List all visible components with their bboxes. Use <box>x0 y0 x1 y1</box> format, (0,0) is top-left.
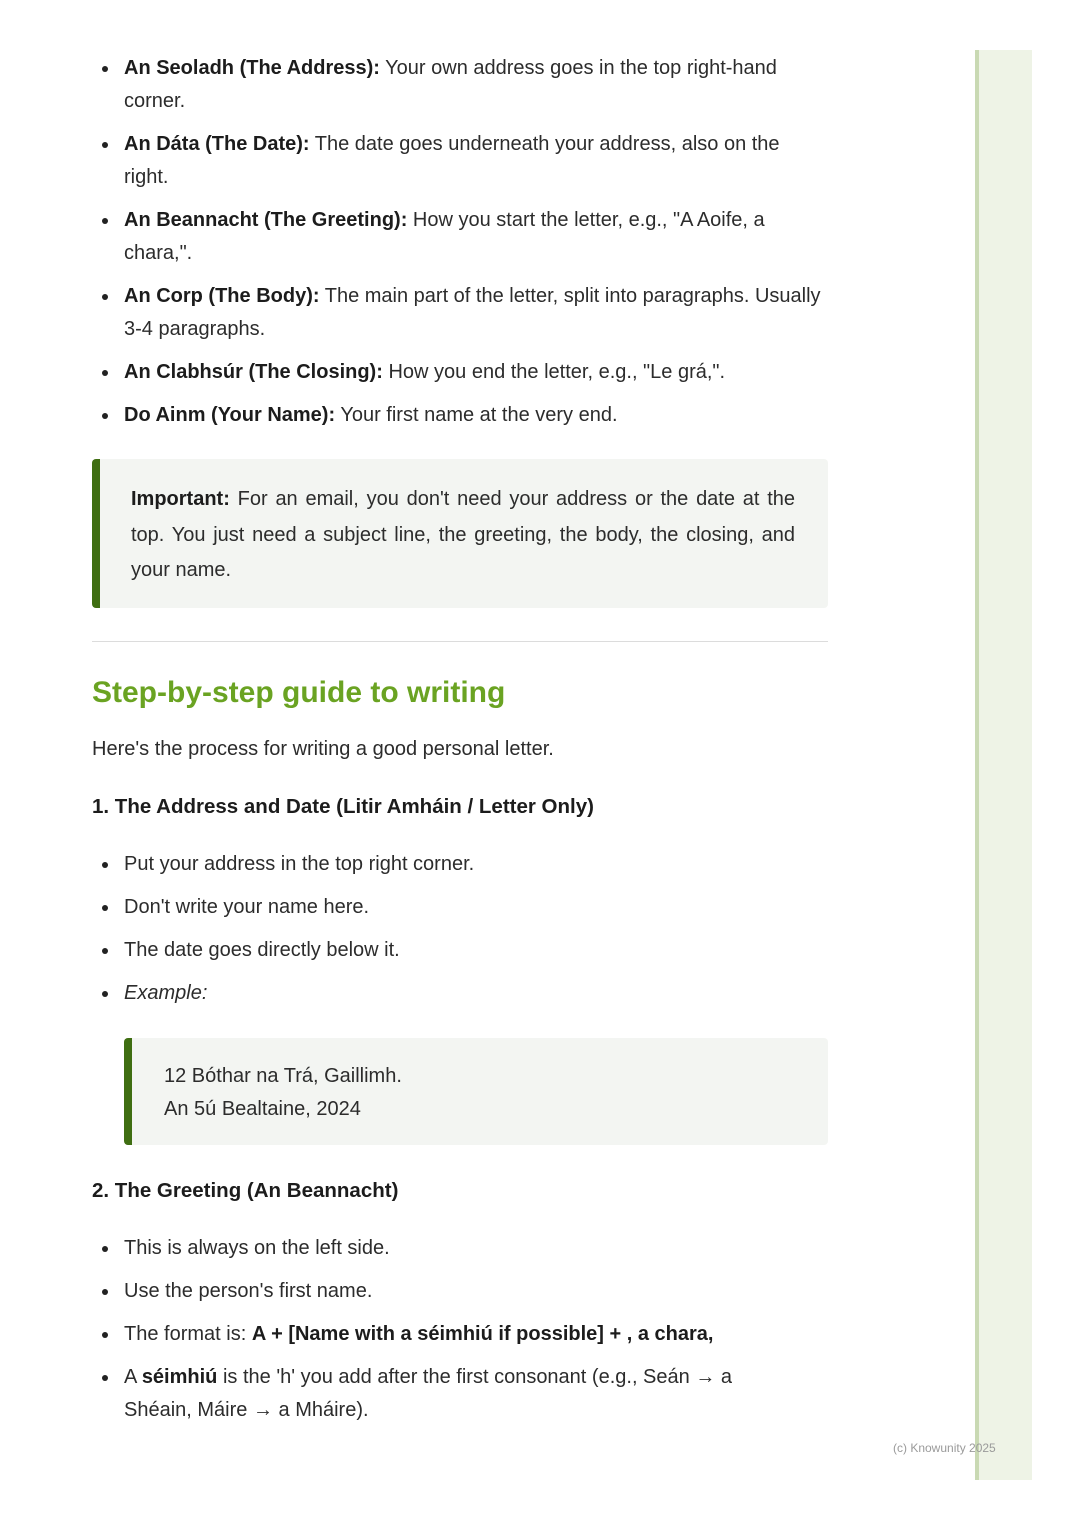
list-item-text: Don't write your name here. <box>124 896 370 918</box>
list-item <box>92 977 828 1010</box>
list-item <box>92 1361 752 1427</box>
format-value: A + [Name with a séimhiú if possible] + , a chara, <box>251 1323 714 1345</box>
step2-list <box>92 1232 752 1427</box>
list-item-term: An Seoladh (The Address): <box>124 57 380 79</box>
list-item-term: An Dáta (The Date): <box>124 133 310 155</box>
list-item-text: The date goes underneath your address, also on the right. <box>124 133 780 188</box>
copyright-footer: (c) Knowunity 2025 <box>893 1441 996 1455</box>
seimhiu-prefix: A <box>124 1366 137 1388</box>
list-item <box>92 356 828 389</box>
list-item-text: Your first name at the very end. <box>340 404 618 426</box>
step1-list <box>92 848 828 1010</box>
list-item <box>92 848 828 881</box>
list-item-term: An Clabhsúr (The Closing): <box>124 361 383 383</box>
list-item-text: How you end the letter, e.g., "Le grá,". <box>388 361 726 383</box>
list-item <box>92 52 828 118</box>
seimhiu-term: séimhiú <box>141 1366 218 1388</box>
divider <box>92 641 828 642</box>
important-callout <box>92 459 828 608</box>
step1-heading: 1. The Address and Date (Litir Amháin / Letter Only) <box>92 795 594 818</box>
sidebar-strip <box>975 50 1032 1480</box>
list-item <box>92 128 828 194</box>
letter-structure-list <box>92 52 828 432</box>
list-item-text: Use the person's first name. <box>124 1280 373 1302</box>
list-item <box>92 1275 752 1308</box>
important-label: Important: <box>131 488 230 510</box>
list-item-term: An Corp (The Body): <box>124 285 320 307</box>
list-item <box>92 399 828 432</box>
list-item-term: An Beannacht (The Greeting): <box>124 209 408 231</box>
list-item <box>92 891 828 924</box>
list-item-text: How you start the letter, e.g., "A Aoife, a chara,". <box>124 209 765 264</box>
seimhiu-rest: is the 'h' you add after the first consonant (e.g., Seán → a Shéain, Máire → a Mháire). <box>124 1366 732 1421</box>
important-callout-text <box>131 482 795 589</box>
list-item-text: This is always on the left side. <box>124 1237 390 1259</box>
step2-heading: 2. The Greeting (An Beannacht) <box>92 1179 399 1202</box>
list-item-term: Do Ainm (Your Name): <box>124 404 336 426</box>
example-callout <box>124 1038 828 1145</box>
example-line: An 5ú Bealtaine, 2024 <box>164 1098 361 1120</box>
list-item-text: Your own address goes in the top right-hand corner. <box>124 57 777 112</box>
important-text: For an email, you don't need your address or the date at the top. You just need a subject line, the greeting, the body, the closing, and your name. <box>131 488 796 581</box>
list-item <box>92 280 828 346</box>
list-item-text: The date goes directly below it. <box>124 939 400 961</box>
list-item-text: Example: <box>124 982 208 1004</box>
list-item-text: Put your address in the top right corner. <box>124 853 475 875</box>
intro-text: Here's the process for writing a good personal letter. <box>92 738 554 760</box>
section-heading: Step-by-step guide to writing <box>92 676 506 709</box>
list-item <box>92 204 828 270</box>
list-item <box>92 934 828 967</box>
list-item-text: The main part of the letter, split into paragraphs. Usually 3-4 paragraphs. <box>124 285 821 340</box>
format-prefix: The format is: <box>124 1323 247 1345</box>
list-item <box>92 1318 752 1351</box>
list-item <box>92 1232 752 1265</box>
example-line: 12 Bóthar na Trá, Gaillimh. <box>164 1065 402 1087</box>
